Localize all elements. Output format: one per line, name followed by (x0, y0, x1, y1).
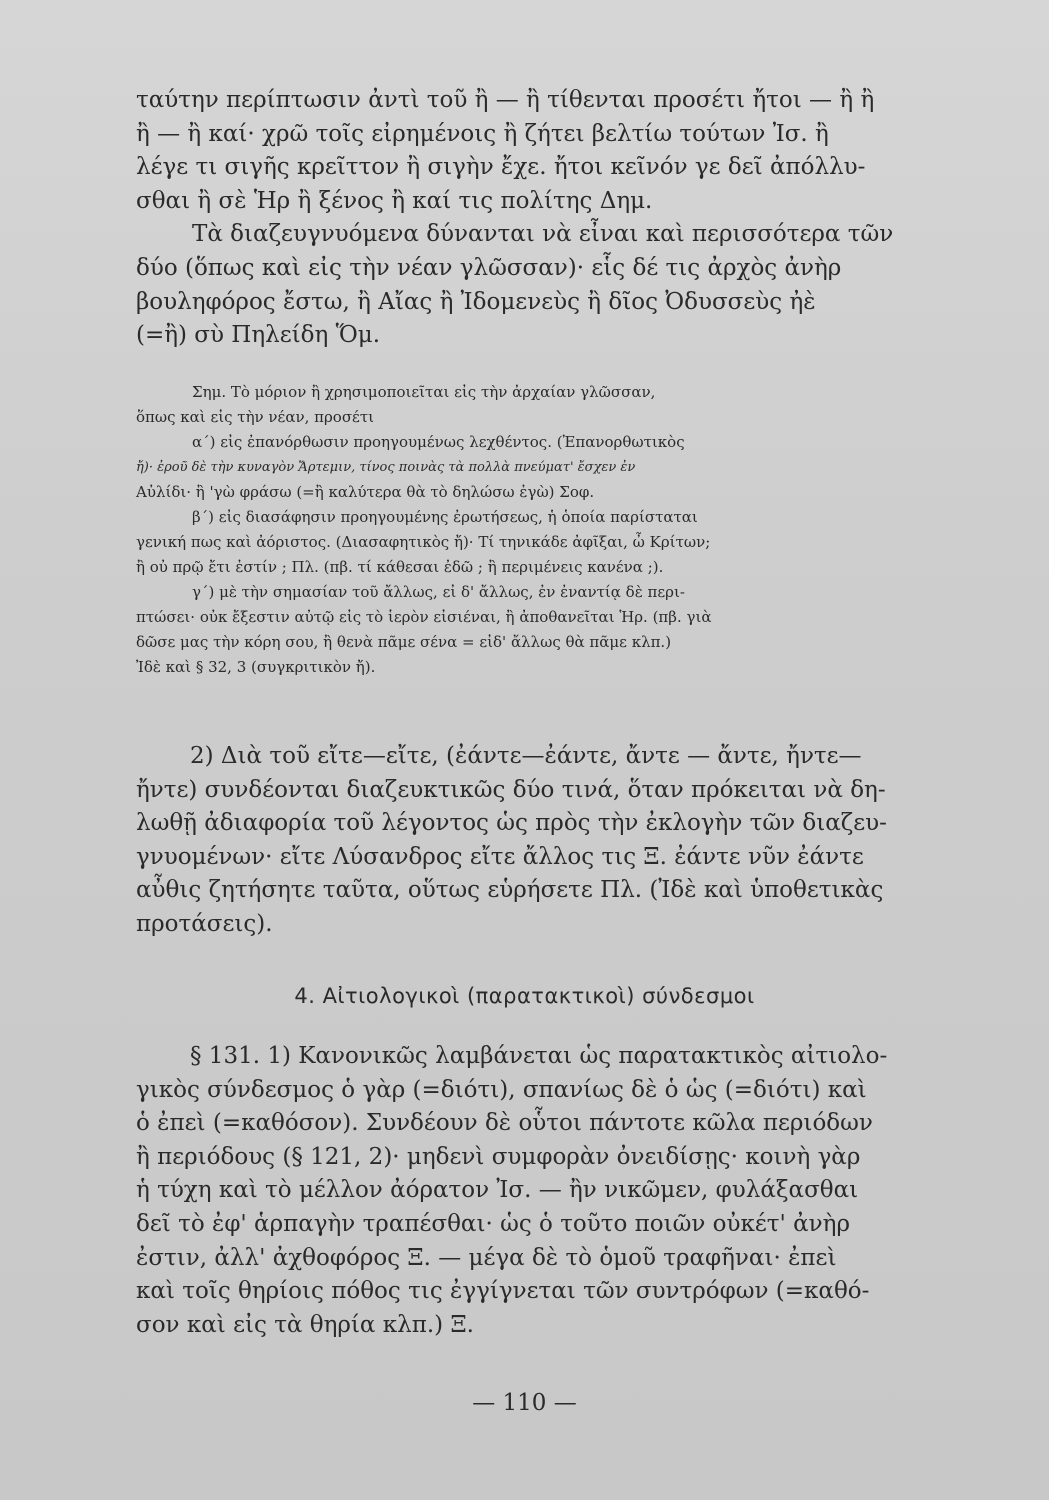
text-line: πτώσει· οὐκ ἔξεστιν αὐτῷ εἰς τὸ ἱερὸν εἰσιέναι, ἢ ἀποθανεῖται Ἡρ. (πβ. γιὰ (136, 608, 712, 626)
text-line: β΄) εἰς διασάφησιν προηγουμένης ἐρωτήσεως, ἡ ὁποία παρίσταται (192, 508, 698, 526)
text-line: ἢ — ἢ καί· χρῶ τοῖς εἰρημένοις ἢ ζήτει βελτίω τούτων Ἰσ. ἢ (136, 120, 829, 147)
page-number: — 110 — (472, 1390, 577, 1416)
text-line: γνυομένων· εἴτε Λύσανδρος εἴτε ἄλλος τις Ξ. ἐάντε νῦν ἐάντε (136, 843, 864, 870)
note-section (136, 380, 1002, 680)
text-line: ἡ τύχη καὶ τὸ μέλλον ἀόρατον Ἰσ. — ἢν νικῶμεν, φυλάξασθαι (136, 1177, 859, 1204)
text-line: (=ἢ) σὺ Πηλείδη Ὅμ. (136, 322, 381, 349)
text-line: γενική πως καὶ ἀόριστος. (Διασαφητικὸς ἤ)· Τί τηνικάδε ἀφῖξαι, ὦ Κρίτων; (136, 533, 711, 551)
text-line: ὁ ἐπεὶ (=καθόσον). Συνδέουν δὲ οὗτοι πάντοτε κῶλα περιόδων (136, 1110, 873, 1137)
paragraph-eite (136, 740, 1002, 942)
text-line: Σημ. Τὸ μόριον ἢ χρησιμοποιεῖται εἰς τὴν ἀρχαίαν γλῶσσαν, (192, 383, 656, 401)
text-line: καὶ τοῖς θηρίοις πόθος τις ἐγγίγνεται τῶν συντρόφων (=καθό- (136, 1278, 870, 1305)
text-line: γ΄) μὲ τὴν σημασίαν τοῦ ἄλλως, εἰ δ' ἄλλως, ἐν ἐναντίᾳ δὲ περι- (192, 583, 685, 601)
text-line: ἤντε) συνδέονται διαζευκτικῶς δύο τινά, ὅταν πρόκειται νὰ δη- (136, 776, 886, 803)
text-line: Αὐλίδι· ἢ 'γὼ φράσω (=ἢ καλύτερα θὰ τὸ δηλώσω ἐγὼ) Σοφ. (136, 483, 595, 501)
text-line: ἤ)· ἐροῦ δὲ τὴν κυναγὸν Ἄρτεμιν, τίνος ποινὰς τὰ πολλὰ πνεύματ' ἔσχεν ἐν (136, 460, 636, 475)
text-line: δῶσε μας τὴν κόρη σου, ἢ θενὰ πᾶμε σένα = εἰδ' ἄλλως θὰ πᾶμε κλπ.) (136, 633, 672, 651)
text-line: 2) Διὰ τοῦ εἴτε—εἴτε, (ἐάντε—ἐάντε, ἄντε — ἄντε, ἤντε— (190, 743, 862, 769)
text-line: α΄) εἰς ἐπανόρθωσιν προηγουμένως λεχθέντος. (Ἐπανορθωτικὸς (192, 433, 685, 451)
text-line: Τὰ διαζευγνυόμενα δύνανται νὰ εἶναι καὶ περισσότερα τῶν (192, 221, 894, 248)
text-line: ταύτην περίπτωσιν ἀντὶ τοῦ ἢ — ἢ τίθενται προσέτι ἤτοι — ἢ ἢ (136, 87, 875, 113)
text-line: § 131. 1) Κανονικῶς λαμβάνεται ὡς παρατακτικὸς αἰτιολο- (190, 1043, 888, 1069)
text-line: δεῖ τὸ ἐφ' ἁρπαγὴν τραπέσθαι· ὡς ὁ τοῦτο ποιῶν οὐκέτ' ἀνὴρ (136, 1210, 850, 1237)
text-line: ὅπως καὶ εἰς τὴν νέαν, προσέτι (136, 408, 375, 426)
text-line: σθαι ἢ σὲ Ἡρ ἢ ξένος ἢ καί τις πολίτης Δημ. (136, 187, 653, 214)
text-line: γικὸς σύνδεσμος ὁ γὰρ (=διότι), σπανίως δὲ ὁ ὡς (=διότι) καὶ (136, 1076, 867, 1103)
text-line: ἐστιν, ἀλλ' ἀχθοφόρος Ξ. — μέγα δὲ τὸ ὁμοῦ τραφῆναι· ἐπεὶ (136, 1244, 837, 1271)
text-line: βουληφόρος ἔστω, ἢ Αἴας ἢ Ἰδομενεὺς ἢ δῖος Ὀδυσσεὺς ἠὲ (136, 288, 816, 315)
text-line: λέγε τι σιγῆς κρεῖττον ἢ σιγὴν ἔχε. ἤτοι κεῖνόν γε δεῖ ἀπόλλυ- (136, 154, 866, 181)
text-line: προτάσεις). (136, 910, 273, 937)
text-line: λωθῇ ἀδιαφορία τοῦ λέγοντος ὡς πρὸς τὴν ἐκλογὴν τῶν διαζευ- (136, 810, 887, 837)
text-line: ἢ περιόδους (§ 121, 2)· μηδενὶ συμφορὰν ὀνειδίσῃς· κοινὴ γὰρ (136, 1143, 861, 1170)
text-line: σον καὶ εἰς τὰ θηρία κλπ.) Ξ. (136, 1311, 474, 1338)
text-line: αὖθις ζητήσητε ταῦτα, οὕτως εὑρήσετε Πλ. (Ἰδὲ καὶ ὑποθετικὰς (136, 877, 884, 904)
paragraph-131 (136, 1040, 1002, 1342)
text-line: ἢ οὐ πρῷ ἔτι ἐστίν ; Πλ. (πβ. τί κάθεσαι ἐδῶ ; ἢ περιμένεις κανένα ;). (136, 558, 664, 576)
text-line: δύο (ὅπως καὶ εἰς τὴν νέαν γλῶσσαν)· εἷς δέ τις ἀρχὸς ἀνὴρ (136, 254, 842, 281)
paragraph-disjunctive-examples (136, 84, 1002, 353)
section-heading: 4. Αἰτιολογικοὶ (παρατακτικοὶ) σύνδεσμοι (294, 984, 755, 1008)
text-line: Ἰδὲ καὶ § 32, 3 (συγκριτικὸν ἤ). (136, 658, 376, 676)
